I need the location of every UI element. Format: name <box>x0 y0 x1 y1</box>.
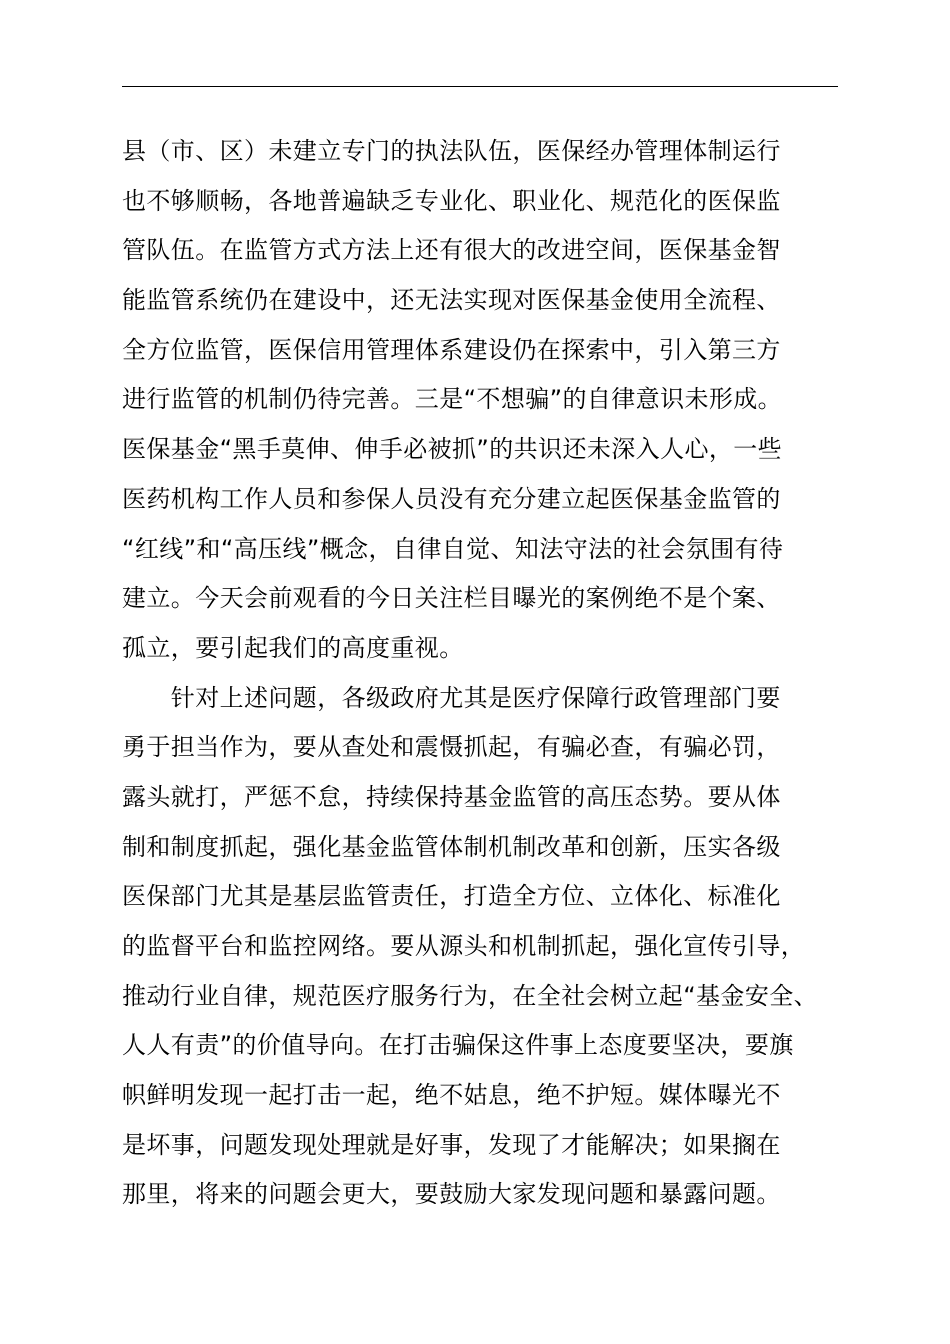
text-line: 医保部门尤其是基层监管责任，打造全方位、立体化、标准化 <box>122 882 781 911</box>
text-line: 县（市、区）未建立专门的执法队伍，医保经办管理体制运行 <box>122 137 781 165</box>
text-line: 也不够顺畅，各地普遍缺乏专业化、职业化、规范化的医保监 <box>122 186 781 215</box>
document-body <box>122 127 842 1220</box>
text-line: 能监管系统仍在建设中，还无法实现对医保基金使用全流程、 <box>122 286 781 315</box>
paragraph-start-line: 针对上述问题，各级政府尤其是医疗保障行政管理部门要 <box>122 683 781 712</box>
text-line: 建立。今天会前观看的今日关注栏目曝光的案例绝不是个案、 <box>122 584 781 613</box>
text-line: 那里，将来的问题会更大，要鼓励大家发现问题和暴露问题。 <box>122 1180 781 1209</box>
text-line: 进行监管的机制仍待完善。三是“不想骗”的自律意识未形成。 <box>122 385 783 414</box>
text-line: 医药机构工作人员和参保人员没有充分建立起医保基金监管的 <box>122 484 781 513</box>
text-line: 的监督平台和监控网络。要从源头和机制抓起，强化宣传引导， <box>122 932 806 960</box>
text-line: 全方位监管，医保信用管理体系建设仍在探索中，引入第三方 <box>122 335 781 364</box>
header-rule <box>122 86 838 87</box>
text-line: “红线”和“高压线”概念，自律自觉、知法守法的社会氛围有待 <box>122 534 784 563</box>
text-line: 管队伍。在监管方式方法上还有很大的改进空间，医保基金智 <box>122 236 781 265</box>
text-line: 帜鲜明发现一起打击一起，绝不姑息，绝不护短。媒体曝光不 <box>122 1081 781 1110</box>
text-line: 人人有责”的价值导向。在打击骗保这件事上态度要坚决，要旗 <box>122 1031 794 1060</box>
text-line: 医保基金“黑手莫伸、伸手必被抓”的共识还未深入人心，一些 <box>122 435 783 464</box>
text-line: 勇于担当作为，要从查处和震慑抓起，有骗必查，有骗必罚， <box>122 733 781 762</box>
text-line: 孤立，要引起我们的高度重视。 <box>122 633 464 662</box>
text-line: 露头就打，严惩不怠，持续保持基金监管的高压态势。要从体 <box>122 782 781 811</box>
text-line: 是坏事，问题发现处理就是好事，发现了才能解决；如果搁在 <box>122 1130 781 1159</box>
text-line: 制和制度抓起，强化基金监管体制机制改革和创新，压实各级 <box>122 832 781 861</box>
text-line: 推动行业自律，规范医疗服务行为，在全社会树立起“基金安全、 <box>122 981 819 1010</box>
